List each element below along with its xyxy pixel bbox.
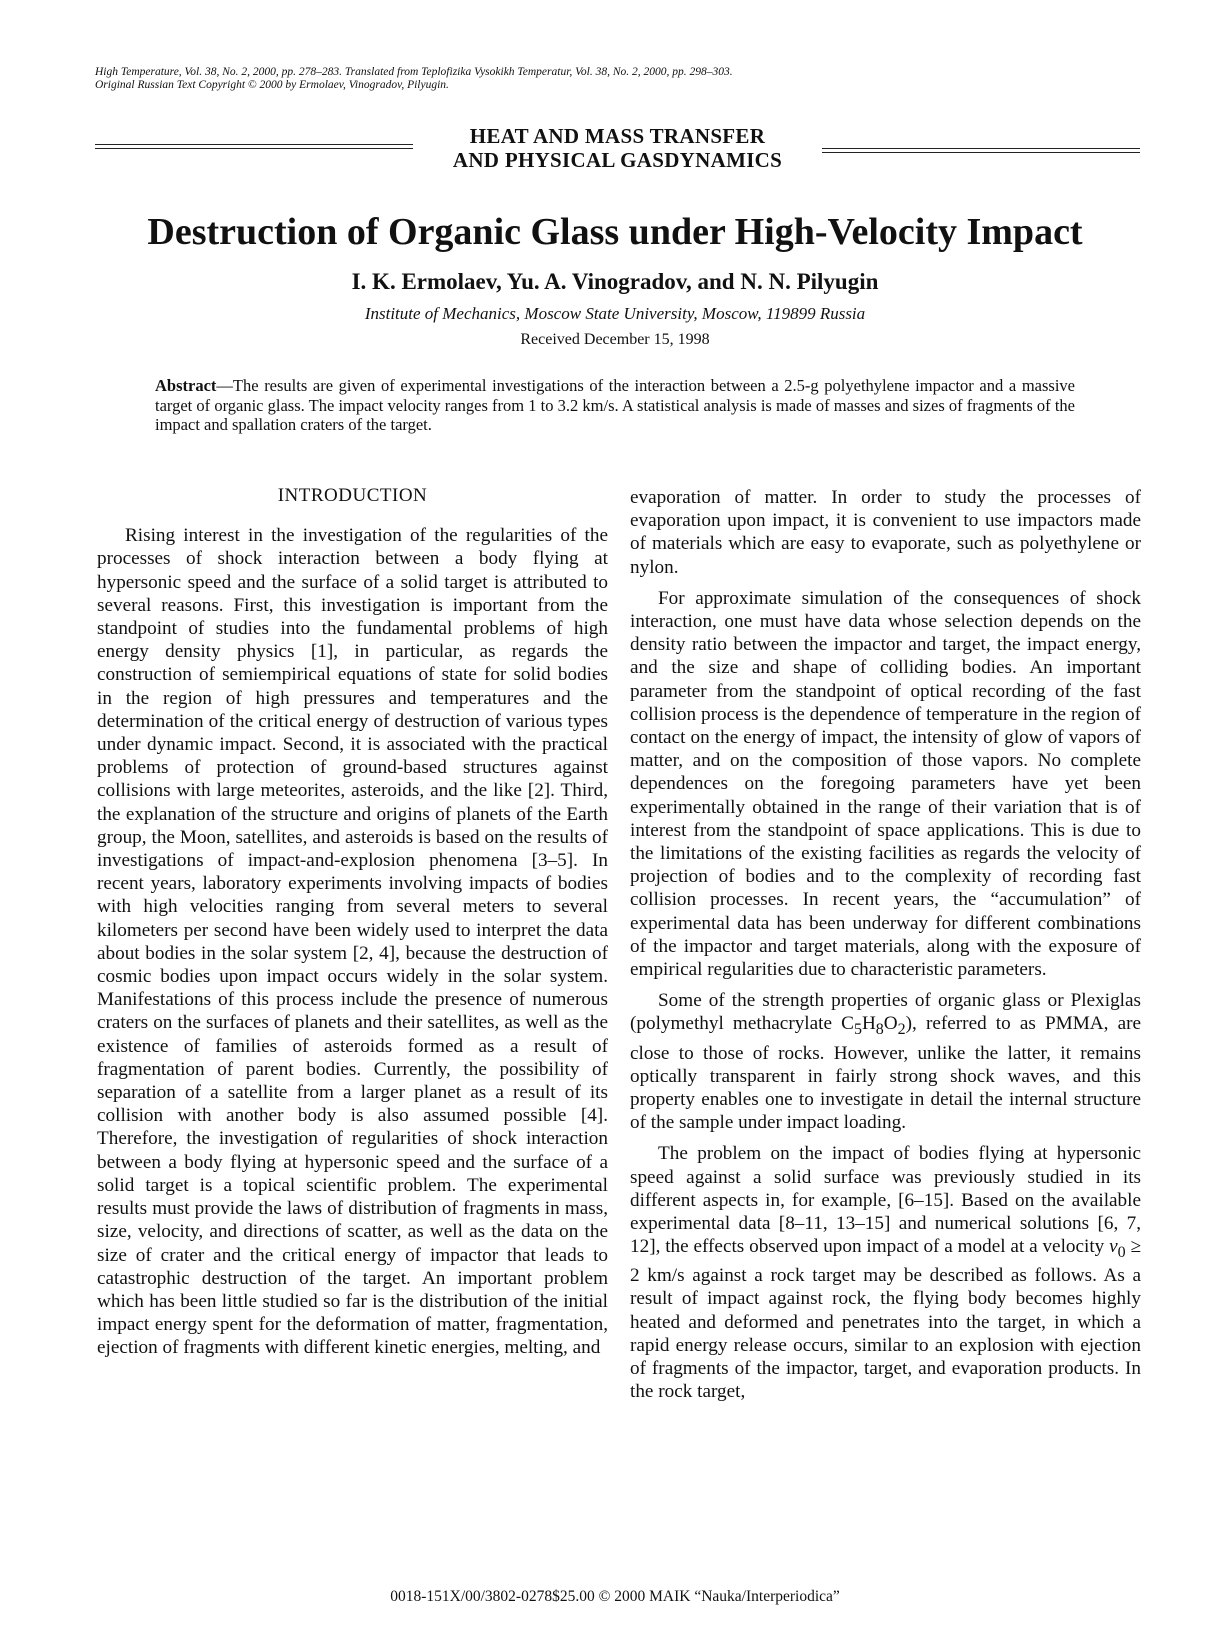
journal-citation	[95, 66, 995, 92]
heading-rule-left	[95, 144, 413, 149]
right-column	[630, 486, 1141, 1403]
heading-rule-right	[822, 148, 1140, 153]
p3-text-start: Some of the strength properties of organic glass or Plexiglas (polymethyl methacrylate C	[630, 990, 1141, 1035]
affiliation: Institute of Mechanics, Moscow State University, Moscow, 119899 Russia	[364, 304, 866, 323]
formula-sub-5: 5	[853, 1021, 862, 1039]
formula-h: H	[861, 1013, 876, 1035]
formula-o: O	[883, 1013, 898, 1035]
formula-sub-8: 8	[875, 1021, 884, 1039]
abstract-label: Abstract	[155, 376, 217, 395]
p4-text-start: The problem on the impact of bodies flying at hypersonic speed against a solid surface was previously studied in its different aspects in, for example, [6–15]. Based on the available experimental data [8–11, 13–15] and numerical solutions [6, 7, 12], the effects observed upon impact of a model at a velocity	[630, 1143, 1141, 1258]
right-paragraph-3	[630, 989, 1141, 1134]
section-heading-line-2: AND PHYSICAL GASDYNAMICS	[452, 148, 783, 172]
section-heading-line-1: HEAT AND MASS TRANSFER	[469, 124, 766, 148]
intro-paragraph: Rising interest in the investigation of the regularities of the processes of shock interaction between a body flying at hypersonic speed and the surface of a solid target is attributed to several reasons. First, this investigation is important from the standpoint of studies into the fundamental problems of high energy density physics [1], in particular, as regards the construction of semiempirical equations of state for solid bodies in the region of high pressures and temperatures and the determination of the critical energy of destruction of various types under dynamic impact. Second, it is associated with the practical problems of protection of ground-based structures against collisions with large meteorites, asteroids, and the like [2]. Third, the explanation of the structure and origins of planets of the Earth group, the Moon, satellites, and asteroids is based on the results of investigations of impact-and-explosion phenomena [3–5]. In recent years, laboratory experiments involving impacts of bodies with high velocities ranging from several meters to several kilometers per second have been widely used to interpret the data about bodies in the solar system [2, 4], because the destruction of cosmic bodies upon impact occurs widely in the solar system. Manifestations of this process include the presence of numerous craters on the surfaces of planets and their satellites, as well as the existence of families of asteroids formed as a result of fragmentation of parent bodies. Currently, the possibility of separation of a satellite from a larger planet as a result of its collision with another body is also assumed possible [4]. Therefore, the investigation of regularities of shock interaction between a body flying at hypersonic speed and the surface of a solid target is a topical scientific problem. The experimental results must provide the laws of distribution of fragments in mass, size, velocity, and directions of scatter, as well as the data on the size of crater and the critical energy of impactor that leads to catastrophic destruction of the target. An important problem which has been little studied so far is the distribution of the initial impact energy spent for the deformation of matter, fragmentation, ejection of fragments with different kinetic energies, melting, and	[97, 525, 608, 1359]
right-paragraph-4	[630, 1142, 1141, 1403]
abstract-text: —The results are given of experimental investigations of the interaction between a 2.5-g polyethylene impactor and a massive target of organic glass. The impact velocity ranges from 1 to 3.2 km/s. A statistical analysis is made of masses and sizes of fragments of the impact and spallation craters of the target.	[155, 376, 1075, 434]
authors: I. K. Ermolaev, Yu. A. Vinogradov, and N. N. Pilyugin	[351, 269, 879, 294]
velocity-symbol: v	[1109, 1236, 1118, 1258]
right-paragraph-2: For approximate simulation of the consequences of shock interaction, one must have data whose selection depends on the density ratio between the impactor and target, the impact energy, and the size and shape of colliding bodies. An important parameter from the standpoint of optical recording of the fast collision process is the dependence of temperature in the region of contact on the energy of impact, the intensity of glow of vapors of matter, and on the composition of those vapors. No complete dependences on the foregoing parameters have yet been experimentally obtained in the range of their variation that is of interest from the standpoint of space applications. This is due to the limitations of the existing facilities as regards the velocity of projection of bodies and to the complexity of recording fast collision processes. In recent years, the “accumulation” of experimental data has been underway for different combinations of the impactor and target materials, along with the exposure of empirical regularities due to characteristic parameters.	[630, 587, 1141, 981]
left-column	[97, 486, 608, 1360]
section-heading	[95, 124, 1140, 174]
p3-text-end: ), referred to as PMMA, are close to those of rocks. However, unlike the latter, it remains optically transparent in fairly strong shock waves, and this property enables one to investigate in detail the internal structure of the sample under impact loading.	[630, 1013, 1141, 1134]
abstract	[155, 376, 1075, 435]
received-date: Received December 15, 1998	[520, 331, 710, 348]
citation-line-1: High Temperature, Vol. 38, No. 2, 2000, pp. 278–283. Translated from Teplofizika Vysokikh Temperatur, Vol. 38, No. 2, 2000, pp. 298–303.	[95, 66, 733, 78]
velocity-subscript: 0	[1117, 1243, 1126, 1261]
formula-sub-2: 2	[897, 1021, 906, 1039]
citation-line-2: Original Russian Text Copyright © 2000 by Ermolaev, Vinogradov, Pilyugin.	[95, 79, 449, 91]
p4-text-end: ≥ 2 km/s against a rock target may be described as follows. As a result of impact against rock, the flying body becomes highly heated and deformed and penetrates into the target, in which a rapid energy release occurs, similar to an explosion with ejection of fragments of the impactor, target, and evaporation products. In the rock target,	[630, 1236, 1142, 1403]
right-paragraph-1: evaporation of matter. In order to study the processes of evaporation upon impact, it is convenient to use impactors made of materials which are easy to evaporate, such as polyethylene or nylon.	[630, 487, 1141, 578]
introduction-heading: INTRODUCTION	[277, 485, 428, 506]
paper-title: Destruction of Organic Glass under High-Velocity Impact	[147, 211, 1083, 253]
copyright-footer: 0018-151X/00/3802-0278$25.00 © 2000 MAIK “Nauka/Interperiodica”	[390, 1588, 840, 1605]
section-heading-text	[413, 124, 822, 172]
